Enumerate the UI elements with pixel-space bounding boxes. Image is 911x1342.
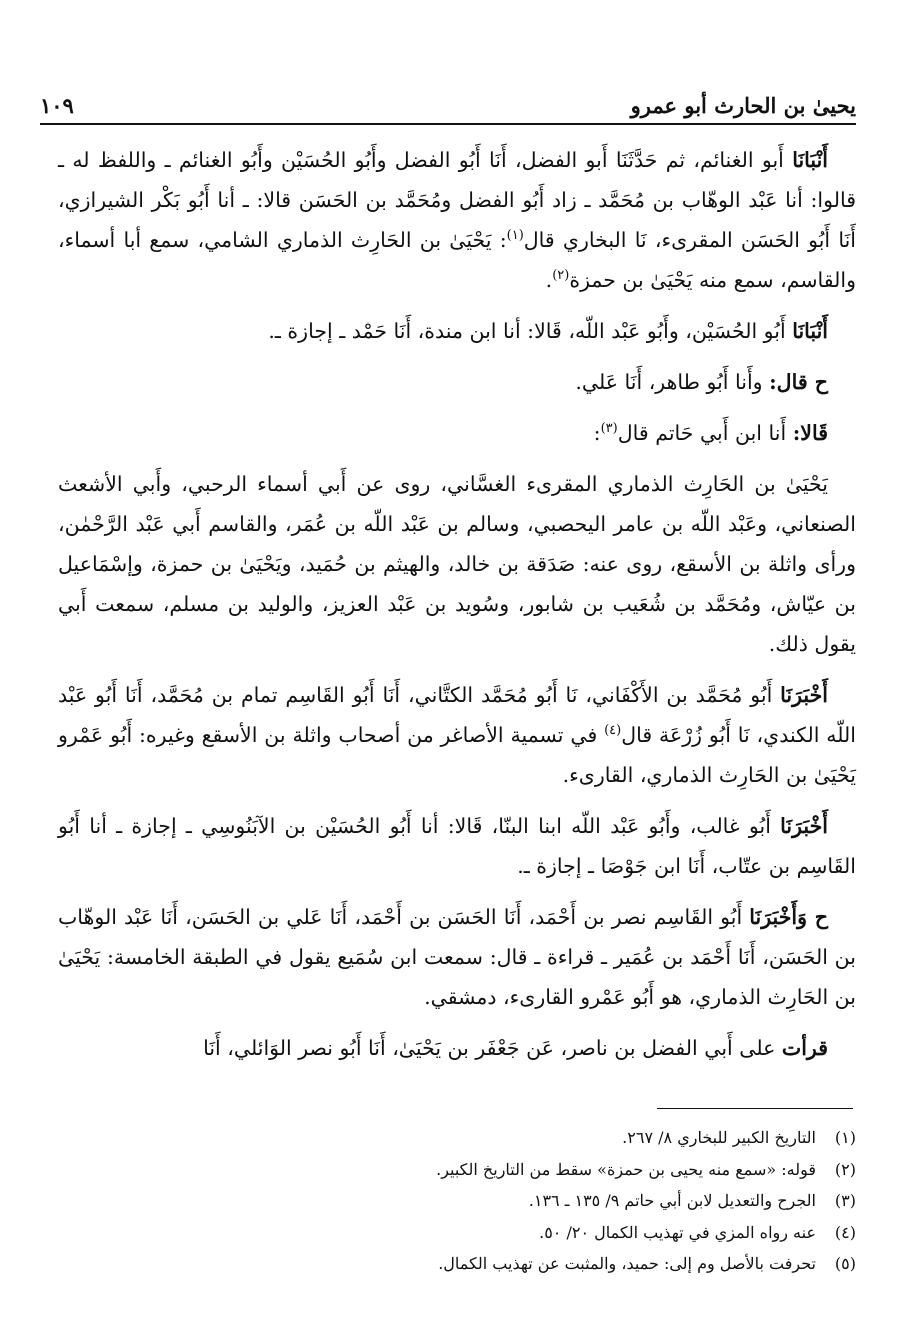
paragraph-lead: ح قال:: [769, 370, 828, 394]
paragraph-text: : يَحْيَىٰ بن الحَارِث الذماري الشامي، سمع أبا أسماء، والقاسم، سمع منه يَحْيَىٰ بن حمزة: [58, 228, 856, 292]
footnote-number: (٣): [834, 1191, 856, 1210]
footnote-number: (٤): [834, 1222, 856, 1242]
paragraph-text: وأَنا أَبُو طاهر، أَنَا عَلي.: [575, 370, 763, 394]
footnote-separator: [657, 1108, 853, 1109]
paragraph-text: أَبُو القَاسِم نصر بن أَحْمَد، أَنَا الحَسَن بن أَحْمَد، أَنَا عَلي بن الحَسَن، أَنَا عَبْد الوهّاب بن الحَسَن، أَنَا أَحْمَد بن عُمَير ـ قراءة ـ قال: سمعت ابن سُمَيع يقول في الطبقة الخامسة: يَحْيَىٰ بن الحَارِث الذماري، هو أَبُو عَمْرو القارىء، دمشقي.: [58, 905, 856, 1009]
running-header: [40, 78, 856, 118]
paragraph: [58, 413, 856, 453]
footnote: [58, 1122, 856, 1154]
footnote-text: الجرح والتعديل لابن أبي حاتم ٩/ ١٣٥ ـ ١٣٦.: [528, 1191, 816, 1210]
paragraph-lead: أَنْبَانَا: [792, 319, 828, 343]
paragraph-text: أَبُو غالب، وأَبُو عَبْد اللّه ابنا البنّا، قَالا: أنا أَبُو الحُسَيْن بن الآبَنُوسِي ـ إجازة ـ أنا أَبُو القَاسِم بن عتّاب، أَنَا ابن جَوْصَا ـ إجازة ـ.: [58, 814, 856, 878]
footnote: [58, 1248, 856, 1280]
paragraph: [58, 1028, 856, 1068]
running-title: يحيىٰ بن الحارث أبو عمرو: [630, 93, 856, 118]
paragraph-text: أَنا ابن أَبي حَاتم قال: [617, 421, 787, 445]
footnote-text: قوله: «سمع منه يحيى بن حمزة» سقط من التاريخ الكبير.: [436, 1159, 816, 1179]
paragraph-lead: قرأت: [781, 1036, 828, 1060]
footnote: [58, 1154, 856, 1186]
paragraph: [58, 311, 856, 351]
footnote-text: تحرفت بالأصل وم إلى: حميد، والمثبت عن تهذيب الكمال.: [438, 1254, 816, 1273]
paragraph: [58, 897, 856, 1017]
footnotes: [58, 1122, 856, 1280]
paragraph: [58, 806, 856, 886]
paragraph: [58, 140, 856, 300]
footnote: [58, 1217, 856, 1249]
paragraph-text: أَبُو الحُسَيْن، وأَبُو عَبْد اللّه، قَالا: أنا ابن مندة، أَنَا حَمْد ـ إجازة ـ.: [268, 319, 786, 343]
paragraph-text: على أَبي الفضل بن ناصر، عَن جَعْفَر بن يَحْيَىٰ، أَنَا أَبُو نصر الوَائلي، أَنَا: [203, 1036, 776, 1060]
paragraph: [58, 675, 856, 795]
paragraph-text: يَحْيَىٰ بن الحَارِث الذماري المقرىء الغسَّاني، روى عن أَبي أسماء الرحبي، وأَبي الأشعث الصنعاني، وعَبْد اللّه بن عامر اليحصبي، وسالم بن عَبْد اللّه بن عُمَر، والقاسم أَبي عَبْد الرَّحْمٰن، ورأى واثلة بن الأسقع، روى عنه: صَدَقة بن خالد، والهيثم بن حُمَيد، ويَحْيَىٰ بن حمزة، وإسْمَاعيل بن عيّاش، ومُحَمَّد بن شُعَيب بن شابور، وسُويد بن عَبْد العزيز، والوليد بن مسلم، سمعت أَبي يقول ذلك.: [58, 472, 856, 656]
footnote-ref: (٣): [600, 421, 618, 437]
footnote-ref: (٤): [604, 723, 622, 739]
paragraph-text: .: [545, 268, 553, 292]
paragraph-lead: أَخْبَرَنَا: [780, 814, 828, 838]
paragraph-text: أَبو الغنائم، ثم حَدَّثَنَا أَبو الفضل، أَنَا أَبُو الفضل وأَبُو الحُسَيْن وأَبُو الغنائم ـ واللفظ له ـ قالوا: أنا عَبْد الوهّاب بن مُحَمَّد ـ زاد أَبُو الفضل ومُحَمَّد بن الحَسَن قالا: ـ أنا أَبُو بَكْر الشيرازي، أَنَا أَبُو الحَسَن المقرىء، نَا البخاري قال: [58, 148, 856, 252]
footnote-text: التاريخ الكبير للبخاري ٨/ ٢٦٧.: [622, 1128, 816, 1147]
paragraph: [58, 362, 856, 402]
paragraph-lead: أَنْبَانَا: [792, 148, 828, 172]
footnote: [58, 1185, 856, 1217]
paragraph-lead: قَالا:: [792, 421, 828, 445]
page-number: ١٠٩: [40, 93, 74, 118]
footnote-number: (٥): [834, 1254, 856, 1273]
main-text: [58, 140, 856, 1079]
footnote-number: (١): [834, 1128, 856, 1147]
header-rule: [40, 123, 856, 125]
footnote-ref: (٢): [552, 268, 570, 284]
paragraph-text: :: [593, 421, 601, 445]
paragraph-lead: ح وَأَخْبَرَنَا: [749, 905, 828, 929]
footnote-ref: (١): [506, 228, 524, 244]
paragraph: [58, 464, 856, 664]
paragraph-text: أَبُو مُحَمَّد بن الأَكْفَاني، نَا أَبُو مُحَمَّد الكتَّاني، أَنَا أَبُو القَاسِم تمام بن مُحَمَّد، أَنَا أَبُو عَبْد اللّه الكندي، نَا أَبُو زُرْعَة قال: [58, 683, 856, 747]
footnote-number: (٢): [834, 1159, 856, 1179]
paragraph-text: في تسمية الأصاغر من أصحاب واثلة بن الأسقع وغيره: أَبُو عَمْرو يَحْيَىٰ بن الحَارِث الذماري، القارىء.: [58, 723, 856, 787]
footnote-text: عنه رواه المزي في تهذيب الكمال ٢٠/ ٥٠.: [539, 1222, 816, 1242]
paragraph-lead: أَخْبَرَنَا: [780, 683, 828, 707]
